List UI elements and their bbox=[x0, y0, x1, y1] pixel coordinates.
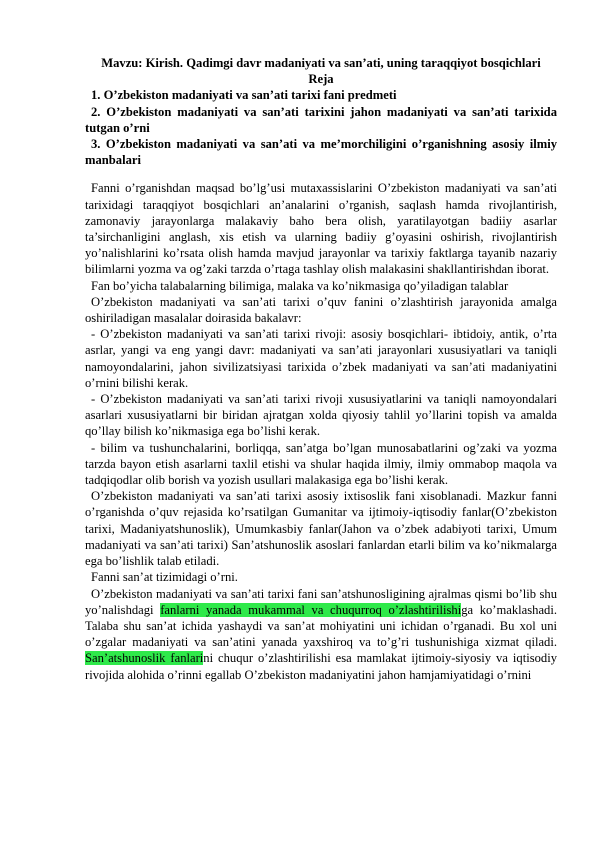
document-page bbox=[85, 55, 557, 683]
highlighted-text: fanlarni yanada mukammal va chuqurroq o’zlashtirilishi bbox=[160, 602, 462, 617]
paragraph-requirements-heading: Fan bo’yicha talabalarning bilimiga, malaka va ko’nikmasiga qo’yiladigan talablar bbox=[91, 278, 509, 293]
plan-item-1: 1. O’zbekiston madaniyati va san’ati tarixi fani predmeti bbox=[91, 88, 397, 103]
highlighted-text: San’atshunoslik fanlari bbox=[85, 651, 204, 666]
paragraph-place-heading: Fanni san’at tizimidagi o’rni. bbox=[91, 570, 238, 585]
document-title: Mavzu: Kirish. Qadimgi davr madaniyati va san’ati, uning taraqqiyot bosqichlari bbox=[101, 56, 541, 70]
plan-item-3: 3. O’zbekiston madaniyati va san’ati va me’morchiligini o’rganishning asosiy ilmiy manbalari bbox=[85, 137, 557, 168]
list-item-knowledge: - O’zbekiston madaniyati va san’ati tarixi rivoji: asosiy bosqichlari- ibtidoiy, antik, o’rta asrlar, yangi va eng yangi davr: madaniyati va san’ati jarayonlari xususiyatlari va taniqli namoyondalarini, jahon sivilizatsiyasi tarixida o’zbek madaniyati va san’ati madaniyatini o’rnini bilishi kerak. bbox=[85, 327, 557, 390]
plan-item-2: 2. O’zbekiston madaniyati va san’ati tarixini jahon madaniyati va san’ati tarixida tutgan o’rni bbox=[85, 104, 557, 135]
plan-heading: Reja bbox=[308, 72, 334, 87]
list-item-analysis: - O’zbekiston madaniyati va san’ati tarixi rivoji xususiyatlarini va taniqli namoyondalari asarlari xususiyatlarni bir biridan ajratgan xolda qiyosiy tahlil yo’llarini topish va amalda qo’llay bilish ko’nikmasiga ega bo’lishi kerak. bbox=[85, 392, 557, 439]
paragraph-prerequisites: O’zbekiston madaniyati va san’ati tarixi asosiy ixtisoslik fani xisoblanadi. Mazkur fanni o’rganishda o’quv rejasida ko’rsatilgan Gumanitar va ijtimoiy-iqtisodiy fanlar(O’zbekiston tarixi, Madaniyatshunoslik), Umumkasbiy fanlar(Jahon va o’zbek adabiyoti tarixi, Umum madaniyati va san’ati tarixi) San’atshunoslik asoslari fanlardan etarli bilim va ko’nikmalarga ega bo’lishlik talab etiladi. bbox=[85, 489, 557, 569]
text-segment: O’zbekiston madaniyati va san’ati tarixi fani san’atshunosligining ajralmas qismi bo’lib shu yo’nalishdagi bbox=[85, 586, 557, 617]
paragraph-bachelor-intro: O’zbekiston madaniyati va san’ati tarixi o’quv fanini o’zlashtirish jarayonida amalga oshiriladigan masalalar doirasida bakalavr: bbox=[85, 294, 557, 326]
text-segment: ga ko’maklashadi. Talaba shu san’at ichida yashaydi va san’at mohiyatini uni ichidan o’rganadi. Bu xol uni o’zgalar madaniyati va san’atini yanada yaxshiroq va to’g’ri tushunishiga xizmat qiladi. bbox=[85, 602, 558, 650]
paragraph-place-body bbox=[85, 586, 557, 683]
section-spacer bbox=[85, 168, 557, 180]
paragraph-goal: Fanni o’rganishdan maqsad bo’lg’usi mutaxassislarini O’zbekiston madaniyati va san’ati tarixidagi taraqqiyot bosqichlari an’analarini o’rganish, saqlash hamda rivojlantirish, zamonaviy jarayonlarga malakaviy baho bera olish, yaratilayotgan badiiy asarlar ta’sirchanligini anglash, xis etish va ularning badiiy g’oyasini oshirish, rivojlantirish yo’nalishlarini ko’rsata olish hamda mavjud jarayonlar va tarixiy faktlarga tayanib nazariy bilimlarni yozma va og’zaki tarzda o’rtaga tashlay olish malakasini shakllantirishdan iborat. bbox=[85, 181, 557, 277]
text-segment: ni chuqur o’zlashtirilishi esa mamlakat ijtimoiy-siyosiy va iqtisodiy rivojida alohida o’rinni egallab O’zbekiston madaniyatini jahon hamjamiyatidagi o’rnini bbox=[85, 651, 557, 682]
list-item-skills: - bilim va tushunchalarini, borliqqa, san’atga bo’lgan munosabatlarini og’zaki va yozma tarzda bayon etish asarlarni taxlil etishi va shular haqida ilmiy, ilmiy ommabop maqola va tadqiqodlar olib borish va yozish usullari malakasiga ega bo’lishi kerak. bbox=[85, 440, 557, 488]
